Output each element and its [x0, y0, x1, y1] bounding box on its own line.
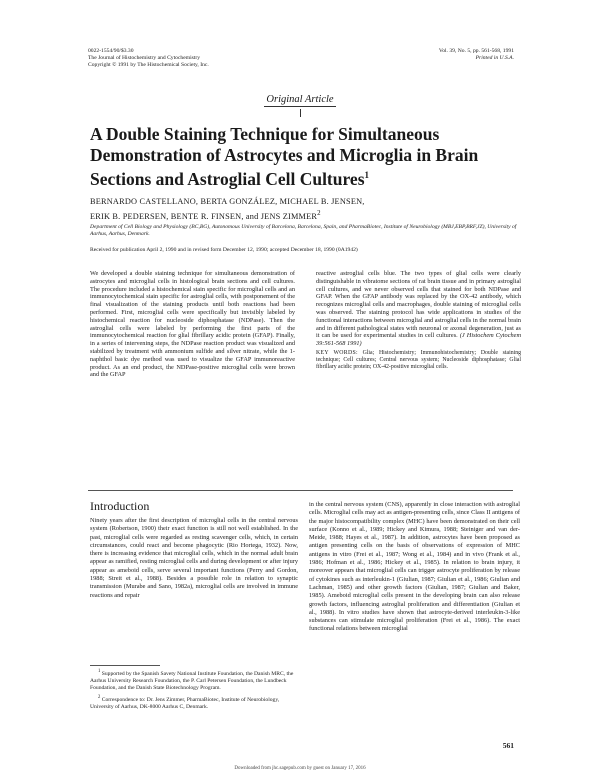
download-notice: Downloaded from jhc.sagepub.com by guest on January 17, 2016 [234, 766, 366, 771]
author-list [90, 196, 520, 223]
section-rule [88, 490, 513, 491]
body-right-column [309, 501, 520, 634]
authors-line: BERNARDO CASTELLANO, BERTA GONZÁLEZ, MICHAEL B. JENSEN, [90, 197, 365, 206]
section-label [0, 94, 600, 105]
header-line: 0022-1554/90/$3.30 [88, 48, 134, 54]
title-text: A Double Staining Technique for Simultaneous Demonstration of Astrocytes and Microglia in Brain Sections and Astroglial Cell Cultures [90, 124, 479, 189]
header-line: Copyright © 1991 by The Histochemical Society, Inc. [88, 62, 209, 68]
keywords-label: KEY WORDS: [316, 349, 358, 356]
footnote-2: $^2$ Correspondence to: Dr. Jens Zimmer, PharmaBiotec, Institute of Neurobiology, University of Aarhus, DK-8000 Aarhus C, Denmark. [90, 694, 280, 710]
author-footnote-mark: 2 [317, 210, 321, 217]
title-footnote-mark: 1 [364, 170, 370, 180]
footnotes [90, 668, 298, 713]
intro-paragraph: Ninety years after the first description of microglial cells in the central nervous system (Robertson, 1900) their exact function is still not well established. In the past, microglial cells were regarded as resting scavenger cells, which, in certain circumstances, could react and become phagocytic (Rio Hortega, 1932). Now, there is increasing evidence that microglial cells, which in the normal adult brain appear as ramified, resting microglial cells and during development or after injury appear as ameboid cells, serve several important functions (Perry and Gordon, 1988; Streit et al., 1988). Besides a possible role in relation to synaptic transmission (Murabe and Sano, 1982a), microglial cells are involved in immune reactions and repair [90, 517, 298, 599]
body-left-column [90, 517, 298, 600]
section-divider [300, 109, 301, 117]
page-number: 561 [502, 741, 514, 750]
abstract-text: reactive astroglial cells blue. The two types of glial cells were clearly distinguishable in vibratome sections of rat brain tissue and in primary astroglial cell cultures, and we never observed cells that stained for both NDPase and GFAP. When the GFAP antibody was replaced by the OX-42 antibody, which recognizes microglial cells and macrophages, double staining of microglial cells was observed. The staining protocol has wide applications in studies of the functional interactions between microglial and astroglial cells in the normal brain and in different pathological states with neuronal or axonal degeneration, just as it can be used for experimental studies in cell cultures. [316, 270, 521, 340]
received-dates: Received for publication April 2, 1990 and in revised form December 12, 1990; accepted December 18, 1990 (0A1942) [90, 247, 358, 253]
keywords-text: Glia; Histochemistry; Immunohistochemistry; Double staining technique; Cell cultures; Central nervous system; Nucleoside diphosphatase; Glial fibrillary acidic protein; OX-42-positive microglial cells. [316, 349, 521, 370]
footnote-rule [90, 665, 160, 666]
printed-line: Printed in U.S.A. [475, 55, 514, 61]
keywords [316, 350, 521, 371]
header-line: The Journal of Histochemistry and Cytochemistry [88, 55, 201, 61]
journal-header-left [88, 48, 328, 69]
section-label-text: Original Article [266, 94, 334, 105]
volume-line: Vol. 39, No. 5, pp. 561-568, 1991 [438, 48, 514, 54]
citation: (J Histochem Cytochem 39:561-568 1991) [316, 332, 521, 348]
journal-header-right [334, 48, 514, 62]
authors-line: ERIK B. PEDERSEN, BENTE R. FINSEN, and JENS ZIMMER [90, 211, 318, 221]
introduction-heading: Introduction [90, 499, 150, 513]
footnote-1: $^1$ Supported by the Spanish Savety National Institute Foundation, the Danish MRC, the Aarhus University Research Foundation, the P. Carl Petersen Foundation, the Lundbeck Foundation, and the Danish State Biotechnology Program. [90, 669, 294, 691]
abstract-right-column [316, 270, 521, 371]
abstract-left-column [90, 270, 295, 379]
article-title [90, 124, 520, 189]
intro-paragraph: in the central nervous system (CNS), apparently in close interaction with astroglial cells. Microglial cells may act as antigen-presenting cells, since Class II antigens of the major histocompatibility complex (MHC) have been demonstrated on their cell surface (Konno et al., 1989; Hickey and Kimura, 1988; Steiniger and van der-Meide, 1988; Hayes et al., 1987). In addition, astrocytes have been proposed as antigen presenting cells on the basis of observations of expression of MHC antigens in vitro (Frei et al., 1987; Wong et al., 1984) and in vivo (Frank et al., 1986; Hofman et al., 1986; Hickey et al., 1985). In relation to brain injury, it moreover appears that microglial cells can trigger astrocyte proliferation by release of cytokines such as interleukin-1 (Giulian, 1987; Giulian et al., 1986; Giulian and Lachman, 1985) and other growth factors (Giulian, 1987; Giulian and Baker, 1985). Ameboid microglial cells present in the developing brain can also release growth factors, influencing astroglial proliferation and differentiation (Giulian et al., 1988). In vitro studies have shown that astrocyte-derived interleukin-3-like substances can stimulate microglial proliferation (Frei et al., 1986). The exact functional relations between microglial [309, 501, 520, 633]
affiliation: Department of Cell Biology and Physiology (BC,BG), Autonomous University of Barcelona, Barcelona, Spain, and PharmaBiotec, Institute of Neurobiology (MBJ,EBP,BRF,JZ), University of Aarhus, Aarhus, Denmark. [90, 224, 517, 237]
abstract-text: We developed a double staining technique for simultaneous demonstration of astrocytes and microglial cells in histological brain sections and cell cultures. The procedure included a histochemical stain specific for microglial cells and an immunocytochemical stain specific for astroglial cells, with postponement of the final visualization of the staining products until both reactions had been performed. First, microglial cells were specifically but invisibly labeled by histochemical reaction for nucleoside diphosphatase (NDPase). Then the astroglial cells were labeled by performing the first parts of the immunocytochemical reaction for glial fibrillary acidic protein (GFAP). Finally, in a series of intervening steps, the NDPase reaction product was visualized and stabilized by treatment with ammonium sulfide and silver nitrate, while the 1-naphthol basic dye method was used to visualize the GFAP immunoreactive product. As an end product, the NDPase-positive microglial cells were brown and the GFAP [90, 270, 295, 379]
